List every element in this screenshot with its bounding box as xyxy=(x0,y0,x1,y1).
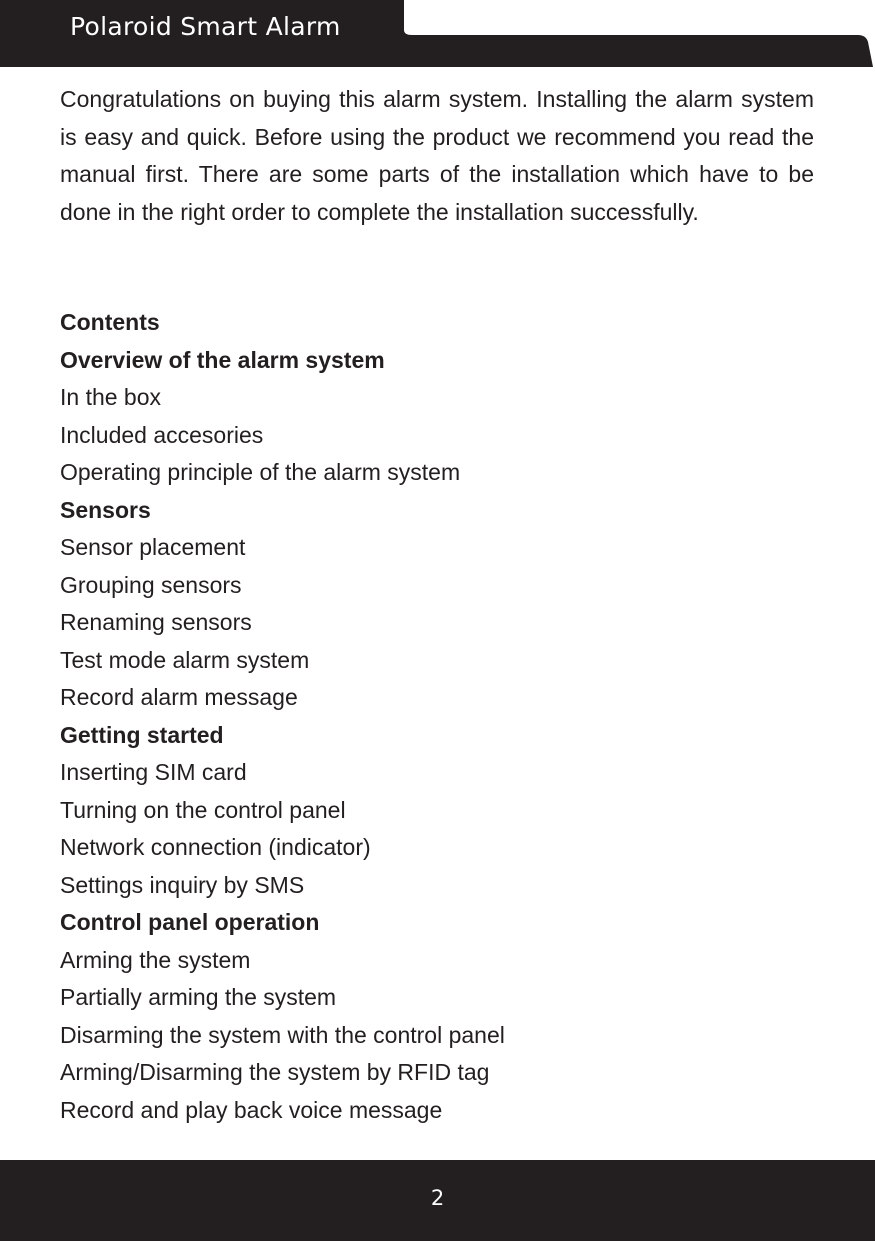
page-number: 2 xyxy=(430,1186,445,1210)
toc-item: Sensor placement xyxy=(60,534,246,560)
intro-paragraph: Congratulations on buying this alarm system. Installing the alarm system is easy and quick. Before using the product we recommend you read the manual first. There are some parts of the installation which have to be done in the right order to complete the installation successfully. xyxy=(60,86,814,225)
toc-item: Grouping sensors xyxy=(60,571,242,598)
toc-item: Network connection (indicator) xyxy=(60,834,371,860)
toc-item: Arming the system xyxy=(60,946,251,973)
contents-heading: Contents xyxy=(60,309,160,335)
toc-item: In the box xyxy=(60,384,162,410)
toc-item: Turning on the control panel xyxy=(60,796,346,823)
toc-item: Renaming sensors xyxy=(60,609,252,635)
toc-item: Inserting SIM card xyxy=(60,759,247,785)
toc-item: Settings inquiry by SMS xyxy=(60,871,305,898)
document-title: Polaroid Smart Alarm xyxy=(70,12,341,41)
toc-section-title: Overview of the alarm system xyxy=(60,346,385,373)
toc-item: Arming/Disarming the system by RFID tag xyxy=(60,1059,490,1085)
toc-item: Disarming the system with the control panel xyxy=(60,1021,505,1048)
toc-item: Test mode alarm system xyxy=(60,646,310,673)
toc-item: Record alarm message xyxy=(60,684,298,710)
toc-section-title: Control panel operation xyxy=(60,909,320,935)
toc-item: Record and play back voice message xyxy=(60,1096,443,1123)
toc-item: Partially arming the system xyxy=(60,984,337,1010)
toc-item: Operating principle of the alarm system xyxy=(60,459,461,485)
table-of-contents xyxy=(60,304,814,1129)
toc-item: Included accesories xyxy=(60,421,264,448)
toc-section-title: Sensors xyxy=(60,496,151,523)
page-footer xyxy=(0,1160,875,1241)
toc-section-title: Getting started xyxy=(60,721,224,748)
